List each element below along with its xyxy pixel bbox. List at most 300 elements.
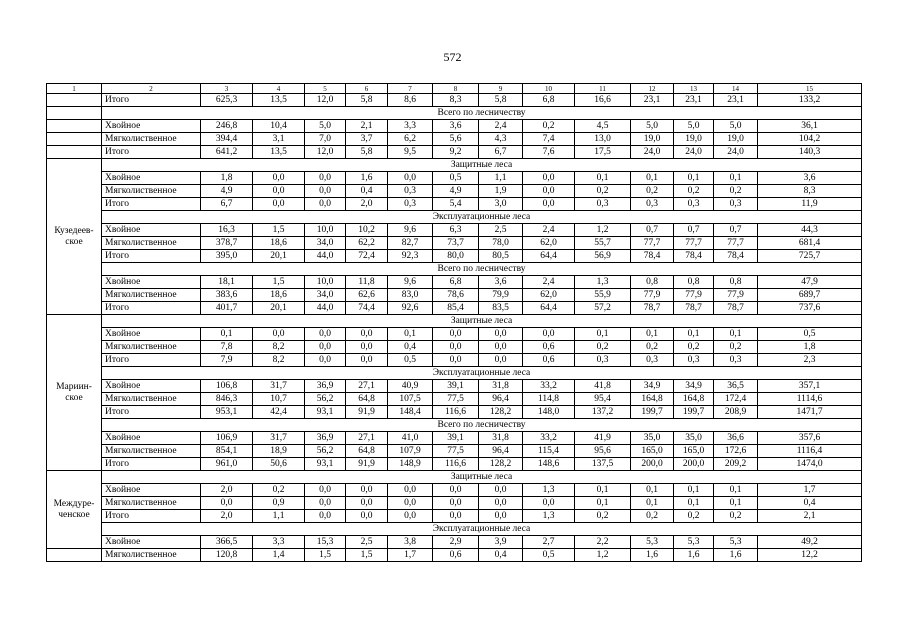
column-number-cell: 5 [305, 84, 346, 94]
species-cell: Хвойное [102, 536, 201, 549]
value-cell: 383,6 [201, 289, 253, 302]
species-cell: Итого [102, 302, 201, 315]
value-cell: 0,2 [674, 341, 714, 354]
value-cell: 1,1 [253, 510, 305, 523]
table-row [47, 172, 862, 185]
species-cell: Мягколиственное [102, 133, 201, 146]
value-cell: 5,3 [631, 536, 674, 549]
value-cell: 0,0 [479, 510, 523, 523]
value-cell: 0,2 [674, 510, 714, 523]
value-cell: 0,7 [674, 224, 714, 237]
value-cell: 62,6 [346, 289, 388, 302]
table-row [47, 458, 862, 471]
value-cell: 0,0 [479, 341, 523, 354]
value-cell: 1,8 [201, 172, 253, 185]
column-number-cell: 9 [479, 84, 523, 94]
value-cell: 1,7 [388, 549, 433, 562]
value-cell: 0,0 [523, 185, 575, 198]
value-cell: 0,1 [631, 484, 674, 497]
value-cell: 0,1 [575, 328, 631, 341]
value-cell: 56,2 [305, 445, 346, 458]
value-cell: 357,1 [758, 380, 862, 393]
value-cell: 0,3 [388, 185, 433, 198]
value-cell: 3,3 [253, 536, 305, 549]
value-cell: 116,6 [433, 458, 479, 471]
table-row [47, 224, 862, 237]
value-cell: 0,0 [305, 354, 346, 367]
value-cell: 148,9 [388, 458, 433, 471]
value-cell: 0,7 [631, 224, 674, 237]
table-row [47, 406, 862, 419]
value-cell: 961,0 [201, 458, 253, 471]
column-number-cell: 2 [102, 84, 201, 94]
value-cell: 0,1 [631, 328, 674, 341]
section-row [47, 263, 862, 276]
column-number-cell: 7 [388, 84, 433, 94]
value-cell: 0,0 [346, 484, 388, 497]
value-cell: 0,2 [714, 341, 758, 354]
value-cell: 4,5 [575, 120, 631, 133]
value-cell: 77,7 [714, 237, 758, 250]
value-cell: 209,2 [714, 458, 758, 471]
value-cell: 31,8 [479, 432, 523, 445]
value-cell: 394,4 [201, 133, 253, 146]
table-row [47, 354, 862, 367]
value-cell: 19,0 [674, 133, 714, 146]
value-cell: 0,1 [631, 497, 674, 510]
value-cell: 78,4 [674, 250, 714, 263]
species-cell: Хвойное [102, 276, 201, 289]
column-number-cell: 12 [631, 84, 674, 94]
value-cell: 0,8 [631, 276, 674, 289]
value-cell: 4,3 [479, 133, 523, 146]
value-cell: 7,8 [201, 341, 253, 354]
value-cell: 0,4 [388, 341, 433, 354]
species-cell: Мягколиственное [102, 497, 201, 510]
species-cell: Мягколиственное [102, 289, 201, 302]
species-cell: Итого [102, 406, 201, 419]
species-cell: Хвойное [102, 432, 201, 445]
table-row [47, 432, 862, 445]
value-cell: 16,6 [575, 94, 631, 107]
value-cell: 0,1 [575, 484, 631, 497]
value-cell: 83,5 [479, 302, 523, 315]
value-cell: 172,6 [714, 445, 758, 458]
value-cell: 357,6 [758, 432, 862, 445]
value-cell: 0,0 [433, 510, 479, 523]
value-cell: 5,0 [631, 120, 674, 133]
value-cell: 401,7 [201, 302, 253, 315]
table-row [47, 497, 862, 510]
value-cell: 0,0 [305, 510, 346, 523]
page-number: 572 [443, 50, 462, 64]
value-cell: 148,6 [523, 458, 575, 471]
value-cell: 641,2 [201, 146, 253, 159]
value-cell: 24,0 [631, 146, 674, 159]
value-cell: 8,6 [388, 94, 433, 107]
value-cell: 0,0 [253, 185, 305, 198]
column-number-cell: 13 [674, 84, 714, 94]
region-empty-cell [47, 107, 102, 120]
value-cell: 0,3 [674, 198, 714, 211]
value-cell: 42,4 [253, 406, 305, 419]
value-cell: 5,6 [433, 133, 479, 146]
value-cell: 2,2 [575, 536, 631, 549]
value-cell: 6,2 [388, 133, 433, 146]
region-name-cell: Мариин- ское [47, 315, 102, 471]
value-cell: 0,3 [714, 354, 758, 367]
value-cell: 0,2 [631, 341, 674, 354]
column-number-cell: 15 [758, 84, 862, 94]
value-cell: 115,4 [523, 445, 575, 458]
region-name-cell: Кузедеев- ское [47, 159, 102, 315]
value-cell: 0,3 [575, 198, 631, 211]
value-cell: 1,5 [253, 224, 305, 237]
value-cell: 0,2 [575, 185, 631, 198]
value-cell: 0,1 [631, 172, 674, 185]
species-cell: Мягколиственное [102, 393, 201, 406]
value-cell: 0,0 [305, 172, 346, 185]
value-cell: 116,6 [433, 406, 479, 419]
value-cell: 31,7 [253, 432, 305, 445]
value-cell: 18,9 [253, 445, 305, 458]
value-cell: 2,0 [201, 510, 253, 523]
value-cell: 36,5 [714, 380, 758, 393]
value-cell: 165,0 [674, 445, 714, 458]
table-row [47, 94, 862, 107]
value-cell: 91,9 [346, 458, 388, 471]
value-cell: 0,0 [388, 172, 433, 185]
value-cell: 0,4 [758, 497, 862, 510]
value-cell: 35,0 [631, 432, 674, 445]
species-cell: Итого [102, 198, 201, 211]
value-cell: 3,8 [388, 536, 433, 549]
value-cell: 0,3 [631, 354, 674, 367]
value-cell: 27,1 [346, 380, 388, 393]
value-cell: 0,0 [433, 341, 479, 354]
value-cell: 18,6 [253, 237, 305, 250]
value-cell: 77,9 [674, 289, 714, 302]
species-cell: Итого [102, 510, 201, 523]
value-cell: 1,3 [575, 276, 631, 289]
value-cell: 9,6 [388, 276, 433, 289]
section-row [47, 315, 862, 328]
value-cell: 8,2 [253, 341, 305, 354]
value-cell: 1,1 [479, 172, 523, 185]
value-cell: 366,5 [201, 536, 253, 549]
value-cell: 0,1 [674, 328, 714, 341]
column-number-row [47, 84, 862, 94]
value-cell: 36,9 [305, 380, 346, 393]
value-cell: 1,2 [575, 224, 631, 237]
value-cell: 24,0 [714, 146, 758, 159]
value-cell: 10,4 [253, 120, 305, 133]
value-cell: 9,5 [388, 146, 433, 159]
value-cell: 1,4 [253, 549, 305, 562]
value-cell: 133,2 [758, 94, 862, 107]
value-cell: 56,2 [305, 393, 346, 406]
value-cell: 0,0 [433, 497, 479, 510]
value-cell: 0,0 [201, 497, 253, 510]
value-cell: 34,0 [305, 289, 346, 302]
value-cell: 10,7 [253, 393, 305, 406]
value-cell: 55,7 [575, 237, 631, 250]
value-cell: 77,5 [433, 445, 479, 458]
value-cell: 2,5 [479, 224, 523, 237]
value-cell: 5,0 [305, 120, 346, 133]
value-cell: 57,2 [575, 302, 631, 315]
value-cell: 0,0 [523, 172, 575, 185]
value-cell: 378,7 [201, 237, 253, 250]
value-cell: 107,5 [388, 393, 433, 406]
value-cell: 1474,0 [758, 458, 862, 471]
value-cell: 1,2 [575, 549, 631, 562]
value-cell: 17,5 [575, 146, 631, 159]
value-cell: 41,9 [575, 432, 631, 445]
column-number-cell: 3 [201, 84, 253, 94]
value-cell: 1114,6 [758, 393, 862, 406]
value-cell: 0,1 [674, 172, 714, 185]
value-cell: 395,0 [201, 250, 253, 263]
value-cell: 10,2 [346, 224, 388, 237]
value-cell: 0,0 [305, 198, 346, 211]
table-row [47, 484, 862, 497]
value-cell: 6,7 [479, 146, 523, 159]
value-cell: 0,2 [253, 484, 305, 497]
section-row [47, 471, 862, 484]
value-cell: 13,5 [253, 94, 305, 107]
value-cell: 0,0 [253, 328, 305, 341]
value-cell: 172,4 [714, 393, 758, 406]
value-cell: 34,9 [674, 380, 714, 393]
value-cell: 137,2 [575, 406, 631, 419]
value-cell: 62,2 [346, 237, 388, 250]
value-cell: 2,0 [346, 198, 388, 211]
value-cell: 13,0 [575, 133, 631, 146]
value-cell: 1,6 [346, 172, 388, 185]
table-row [47, 146, 862, 159]
value-cell: 4,9 [201, 185, 253, 198]
value-cell: 1,3 [523, 510, 575, 523]
value-cell: 12,0 [305, 94, 346, 107]
value-cell: 0,0 [305, 484, 346, 497]
value-cell: 725,7 [758, 250, 862, 263]
value-cell: 78,7 [631, 302, 674, 315]
value-cell: 0,3 [388, 198, 433, 211]
value-cell: 0,0 [479, 484, 523, 497]
value-cell: 140,3 [758, 146, 862, 159]
value-cell: 78,7 [674, 302, 714, 315]
value-cell: 7,6 [523, 146, 575, 159]
value-cell: 246,8 [201, 120, 253, 133]
section-heading: Защитные леса [102, 315, 862, 328]
value-cell: 44,3 [758, 224, 862, 237]
value-cell: 0,0 [253, 198, 305, 211]
section-heading: Всего по лесничеству [102, 107, 862, 120]
value-cell: 39,1 [433, 380, 479, 393]
value-cell: 3,6 [433, 120, 479, 133]
value-cell: 120,8 [201, 549, 253, 562]
species-cell: Итого [102, 146, 201, 159]
value-cell: 208,9 [714, 406, 758, 419]
value-cell: 95,6 [575, 445, 631, 458]
value-cell: 1,6 [631, 549, 674, 562]
value-cell: 78,6 [433, 289, 479, 302]
column-number-cell: 8 [433, 84, 479, 94]
value-cell: 6,3 [433, 224, 479, 237]
value-cell: 2,7 [523, 536, 575, 549]
table-row [47, 276, 862, 289]
value-cell: 12,0 [305, 146, 346, 159]
value-cell: 689,7 [758, 289, 862, 302]
value-cell: 16,3 [201, 224, 253, 237]
section-heading: Эксплуатационные леса [102, 523, 862, 536]
value-cell: 0,0 [433, 328, 479, 341]
value-cell: 5,8 [346, 94, 388, 107]
value-cell: 20,1 [253, 250, 305, 263]
value-cell: 91,9 [346, 406, 388, 419]
value-cell: 11,9 [758, 198, 862, 211]
column-number-cell: 1 [47, 84, 102, 94]
value-cell: 8,2 [253, 354, 305, 367]
value-cell: 1471,7 [758, 406, 862, 419]
value-cell: 0,1 [714, 172, 758, 185]
value-cell: 31,8 [479, 380, 523, 393]
value-cell: 1,7 [758, 484, 862, 497]
value-cell: 2,1 [346, 120, 388, 133]
value-cell: 19,0 [631, 133, 674, 146]
value-cell: 200,0 [631, 458, 674, 471]
value-cell: 55,9 [575, 289, 631, 302]
value-cell: 1,9 [479, 185, 523, 198]
value-cell: 2,1 [758, 510, 862, 523]
section-row [47, 523, 862, 536]
value-cell: 0,0 [479, 328, 523, 341]
value-cell: 15,3 [305, 536, 346, 549]
value-cell: 0,1 [575, 497, 631, 510]
value-cell: 0,0 [346, 354, 388, 367]
value-cell: 92,6 [388, 302, 433, 315]
value-cell: 80,5 [479, 250, 523, 263]
value-cell: 56,9 [575, 250, 631, 263]
value-cell: 0,2 [631, 185, 674, 198]
value-cell: 1,3 [523, 484, 575, 497]
value-cell: 0,1 [674, 484, 714, 497]
value-cell: 114,8 [523, 393, 575, 406]
region-empty-cell [47, 549, 102, 562]
value-cell: 64,4 [523, 302, 575, 315]
value-cell: 96,4 [479, 393, 523, 406]
value-cell: 137,5 [575, 458, 631, 471]
value-cell: 0,1 [714, 328, 758, 341]
value-cell: 3,6 [758, 172, 862, 185]
value-cell: 6,7 [201, 198, 253, 211]
table-row [47, 133, 862, 146]
section-row [47, 367, 862, 380]
value-cell: 41,8 [575, 380, 631, 393]
value-cell: 13,5 [253, 146, 305, 159]
species-cell: Хвойное [102, 328, 201, 341]
value-cell: 62,0 [523, 237, 575, 250]
value-cell: 0,0 [523, 198, 575, 211]
value-cell: 64,8 [346, 393, 388, 406]
table-row [47, 198, 862, 211]
value-cell: 2,5 [346, 536, 388, 549]
value-cell: 78,0 [479, 237, 523, 250]
value-cell: 0,0 [346, 497, 388, 510]
value-cell: 36,9 [305, 432, 346, 445]
column-number-cell: 4 [253, 84, 305, 94]
value-cell: 2,4 [523, 276, 575, 289]
table-row [47, 536, 862, 549]
column-number-cell: 14 [714, 84, 758, 94]
value-cell: 64,8 [346, 445, 388, 458]
value-cell: 0,1 [575, 172, 631, 185]
table-row [47, 380, 862, 393]
value-cell: 1,5 [305, 549, 346, 562]
value-cell: 33,2 [523, 432, 575, 445]
value-cell: 49,2 [758, 536, 862, 549]
value-cell: 625,3 [201, 94, 253, 107]
table-row [47, 445, 862, 458]
value-cell: 0,0 [388, 510, 433, 523]
value-cell: 7,0 [305, 133, 346, 146]
value-cell: 106,9 [201, 432, 253, 445]
value-cell: 10,0 [305, 224, 346, 237]
value-cell: 23,1 [714, 94, 758, 107]
value-cell: 44,0 [305, 302, 346, 315]
value-cell: 77,7 [631, 237, 674, 250]
value-cell: 164,8 [674, 393, 714, 406]
section-row [47, 107, 862, 120]
section-heading: Всего по лесничеству [102, 419, 862, 432]
value-cell: 1116,4 [758, 445, 862, 458]
value-cell: 0,2 [575, 341, 631, 354]
value-cell: 0,2 [631, 510, 674, 523]
species-cell: Хвойное [102, 484, 201, 497]
value-cell: 34,0 [305, 237, 346, 250]
value-cell: 0,0 [253, 172, 305, 185]
value-cell: 3,1 [253, 133, 305, 146]
value-cell: 18,6 [253, 289, 305, 302]
value-cell: 85,4 [433, 302, 479, 315]
value-cell: 73,7 [433, 237, 479, 250]
section-heading: Защитные леса [102, 159, 862, 172]
value-cell: 78,4 [631, 250, 674, 263]
section-row [47, 419, 862, 432]
section-heading: Всего по лесничеству [102, 263, 862, 276]
value-cell: 4,9 [433, 185, 479, 198]
value-cell: 846,3 [201, 393, 253, 406]
value-cell: 31,7 [253, 380, 305, 393]
value-cell: 35,0 [674, 432, 714, 445]
value-cell: 0,4 [479, 549, 523, 562]
value-cell: 36,6 [714, 432, 758, 445]
value-cell: 20,1 [253, 302, 305, 315]
value-cell: 23,1 [631, 94, 674, 107]
value-cell: 0,0 [433, 484, 479, 497]
region-empty-cell [47, 133, 102, 146]
value-cell: 12,2 [758, 549, 862, 562]
region-empty-cell [47, 120, 102, 133]
column-number-cell: 11 [575, 84, 631, 94]
value-cell: 1,6 [674, 549, 714, 562]
value-cell: 2,3 [758, 354, 862, 367]
value-cell: 5,8 [346, 146, 388, 159]
value-cell: 18,1 [201, 276, 253, 289]
value-cell: 2,4 [523, 224, 575, 237]
region-name-cell: Междуре- ченское [47, 471, 102, 549]
